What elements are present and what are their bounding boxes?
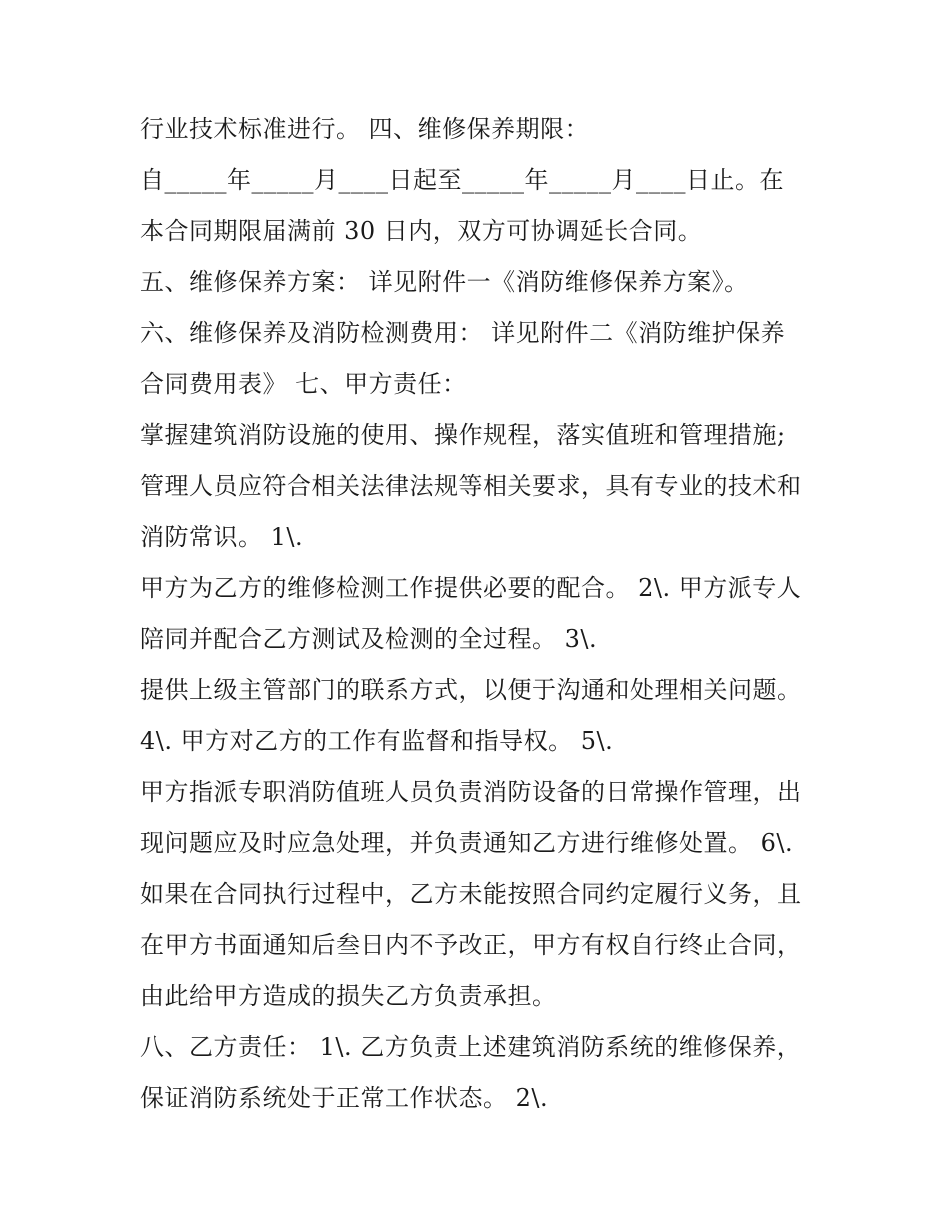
text-line: 八、乙方责任： 1\. 乙方负责上述建筑消防系统的维修保养，: [140, 1033, 802, 1061]
text-line: 消防常识。 1\.: [140, 523, 304, 551]
text-line: 保证消防系统处于正常工作状态。 2\.: [140, 1084, 549, 1112]
text-line: 提供上级主管部门的联系方式，以便于沟通和处理相关问题。: [140, 676, 802, 704]
text-line: 本合同期限届满前 30 日内，双方可协调延长合同。: [140, 217, 703, 245]
text-line: 陪同并配合乙方测试及检测的全过程。 3\.: [140, 625, 598, 653]
text-line: 六、维修保养及消防检测费用： 详见附件二《消防维护保养: [140, 319, 786, 347]
text-line: 在甲方书面通知后叁日内不予改正，甲方有权自行终止合同，: [140, 931, 802, 959]
text-line: 合同费用表》 七、甲方责任：: [140, 370, 467, 398]
text-line: 掌握建筑消防设施的使用、操作规程，落实值班和管理措施;: [140, 421, 786, 449]
text-line: 现问题应及时应急处理，并负责通知乙方进行维修处置。 6\.: [140, 829, 794, 857]
text-line: 甲方为乙方的维修检测工作提供必要的配合。 2\. 甲方派专人: [140, 574, 802, 602]
text-line: 行业技术标准进行。 四、维修保养期限：: [140, 115, 590, 143]
text-line: 自_____年_____月____日起至_____年_____月____日止。在: [140, 166, 784, 194]
text-line: 4\. 甲方对乙方的工作有监督和指导权。 5\.: [140, 727, 614, 755]
text-line: 管理人员应符合相关法律法规等相关要求，具有专业的技术和: [140, 472, 802, 500]
text-line: 如果在合同执行过程中，乙方未能按照合同约定履行义务，且: [140, 880, 802, 908]
text-line: 由此给甲方造成的损失乙方负责承担。: [140, 982, 557, 1010]
text-line: 五、维修保养方案： 详见附件一《消防维修保养方案》。: [140, 268, 749, 296]
text-line: 甲方指派专职消防值班人员负责消防设备的日常操作管理，出: [140, 778, 802, 806]
